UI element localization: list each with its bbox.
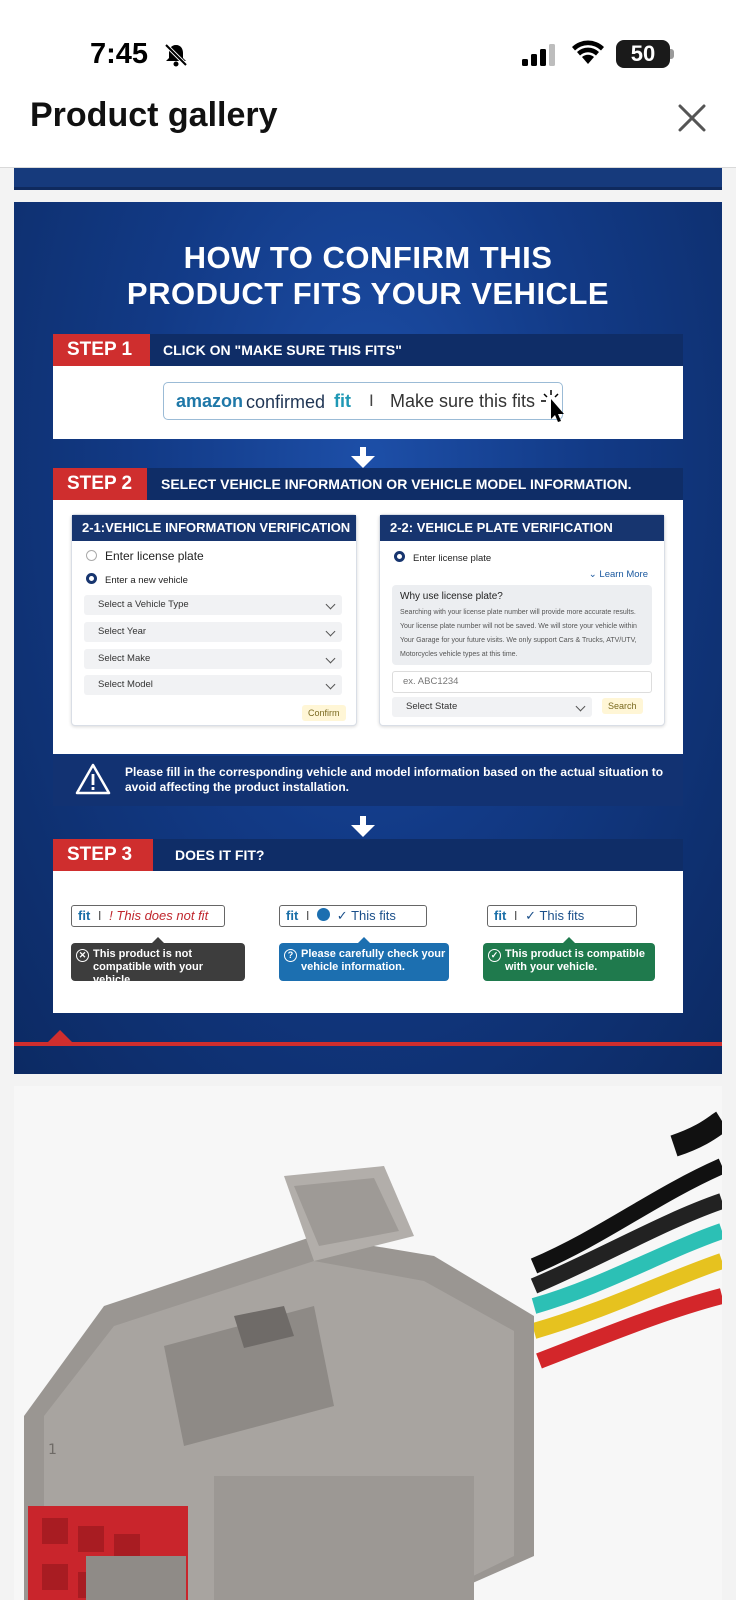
radio-label: Enter license plate [105, 549, 204, 563]
compatible-message [483, 943, 655, 981]
separator-text: I [369, 391, 374, 410]
vehicle-info-card-title: 2-1:VEHICLE INFORMATION VERIFICATION [72, 515, 356, 541]
radio-license-plate [86, 549, 204, 563]
wifi-icon [571, 40, 605, 66]
fit-text: fit [494, 908, 507, 923]
radio-label: Enter license plate [413, 553, 492, 564]
warning-text: Please fill in the corresponding vehicle and model information based on the actual situation to avoid affecting the product installation. [125, 765, 664, 794]
battery-indicator: 50 [616, 40, 670, 68]
select-vehicle-type [84, 595, 342, 615]
confirm-mini-button: Confirm [302, 705, 346, 721]
learn-more-label: Learn More [599, 569, 648, 580]
radio-on-icon [394, 551, 405, 562]
chevron-down-icon [326, 627, 336, 637]
info-icon [317, 908, 330, 921]
select-label: Select Model [98, 679, 153, 690]
make-sure-fits-box [163, 382, 563, 420]
plate-input: ex. ABC1234 [392, 671, 652, 693]
chevron-down-icon [576, 702, 586, 712]
battery-tip [670, 49, 674, 59]
product-gallery[interactable] [0, 168, 736, 1600]
search-mini-button: Search [602, 698, 643, 714]
confirmed-text: confirmed [246, 392, 326, 412]
page-title: Product gallery [30, 96, 278, 134]
result-message: This product is compatible with your vehicle. [505, 948, 645, 973]
why-title: Why use license plate? [400, 591, 503, 602]
radio-label: Enter a new vehicle [105, 575, 188, 586]
fits-check-info-label [279, 905, 427, 927]
result-label: This fits [351, 908, 396, 923]
cellular-signal-icon [522, 44, 558, 66]
not-compatible-message [71, 943, 245, 986]
step3-title: DOES IT FIT? [175, 847, 265, 863]
radio-off-icon [86, 550, 97, 561]
x-circle-icon: ✕ [76, 949, 89, 962]
result-message: This product is not compatible with your vehicle. [93, 948, 204, 986]
select-label: Select Make [98, 653, 151, 664]
step3-tag: STEP 3 [53, 839, 153, 871]
step1-bar [53, 334, 683, 366]
warning-strip [53, 756, 683, 806]
step2-panel [53, 500, 683, 754]
select-make [84, 649, 342, 669]
why-body: Searching with your license plate number will provide more accurate results. Your license plate number will not be saved. We will store your vehicle within Your Garage for your future visits. We only support Cars & Trucks, ATV/UTV, Motorcycles vehicle types at this time. [400, 609, 637, 658]
infographic-heading [14, 240, 722, 312]
check-circle-icon: ✓ [488, 949, 501, 962]
gallery-header [0, 90, 736, 168]
chevron-down-icon [326, 654, 336, 664]
plate-card-title: 2-2: VEHICLE PLATE VERIFICATION [380, 515, 664, 541]
down-arrow-icon [350, 816, 376, 838]
select-state [392, 697, 592, 717]
fit-text: fit [286, 908, 299, 923]
fits-label [487, 905, 637, 927]
gallery-image-fit-guide[interactable] [14, 202, 722, 1074]
radio-license-plate [394, 551, 491, 564]
status-time: 7:45 [90, 38, 149, 70]
select-label: Select a Vehicle Type [98, 599, 189, 610]
bell-slash-icon [163, 42, 189, 68]
warning-icon [75, 762, 111, 796]
plate-verification-card [379, 514, 665, 726]
exclamation-icon: ! [109, 908, 113, 923]
step1-title: CLICK ON "MAKE SURE THIS FITS" [163, 342, 402, 358]
result-label: This does not fit [116, 908, 209, 923]
why-license-box [392, 585, 652, 665]
step2-bar [53, 468, 683, 500]
question-circle-icon: ? [284, 949, 297, 962]
amazon-text: amazon [176, 391, 244, 411]
select-model [84, 675, 342, 695]
status-bar [0, 0, 736, 90]
separator-text: I [513, 908, 518, 923]
radio-on-icon [86, 573, 97, 584]
fit-text: fit [78, 908, 91, 923]
bottom-notch [48, 1030, 72, 1042]
step1-panel [53, 366, 683, 439]
separator-text: I [305, 908, 310, 923]
select-label: Select State [406, 701, 458, 712]
close-button[interactable] [670, 96, 714, 140]
step2-title: SELECT VEHICLE INFORMATION OR VEHICLE MODEL INFORMATION. [161, 476, 632, 492]
separator-text: I [97, 908, 102, 923]
down-arrow-icon [350, 447, 376, 469]
check-info-message [279, 943, 449, 981]
select-label: Select Year [98, 626, 147, 637]
previous-image-edge[interactable] [14, 168, 722, 190]
connector-marking: 1 [48, 1442, 57, 1458]
step2-tag: STEP 2 [53, 468, 147, 500]
gallery-image-connector[interactable] [14, 1086, 722, 1600]
step3-bar [53, 839, 683, 871]
wire-connector-illustration [14, 1086, 722, 1600]
does-not-fit-label [71, 905, 225, 927]
select-year [84, 622, 342, 642]
check-icon: ✓ [336, 908, 348, 923]
make-sure-text: Make sure this fits [390, 391, 536, 411]
step1-tag: STEP 1 [53, 334, 150, 366]
heading-line-1: HOW TO CONFIRM THIS [183, 240, 553, 275]
result-label: This fits [539, 908, 585, 923]
check-icon: ✓ [525, 908, 537, 923]
chevron-down-icon [326, 600, 336, 610]
heading-line-2: PRODUCT FITS YOUR VEHICLE [126, 276, 610, 311]
fit-text: fit [334, 391, 351, 411]
chevron-down-icon: ⌄ [588, 569, 600, 580]
radio-new-vehicle [86, 573, 188, 586]
result-message: Please carefully check your vehicle information. [301, 948, 446, 973]
bottom-accent-bar [14, 1042, 722, 1046]
chevron-down-icon [326, 680, 336, 690]
step3-panel [53, 871, 683, 1013]
vehicle-info-card [71, 514, 357, 726]
learn-more-link [589, 569, 648, 580]
cursor-click-icon [539, 389, 567, 423]
